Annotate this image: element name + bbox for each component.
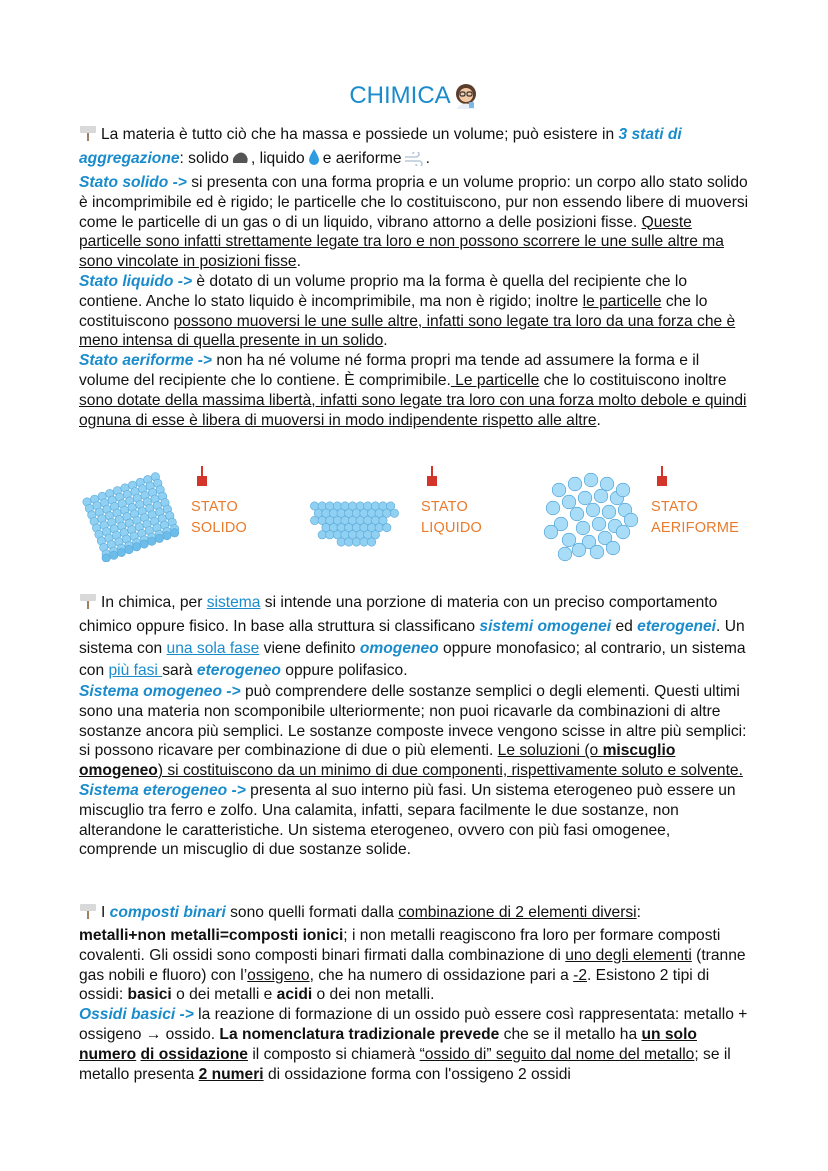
solid-paragraph: Stato solido -> si presenta con una forma propria e un volume proprio: un corpo allo stato solido è incomprimibile ed è rigido; le particelle che lo costituiscono, pur non essendo libere di muoversi come le particelle di un gas o di un liquido, vibrano attorno a delle posizioni fisse. Queste particelle sono infatti strettamente legate tra loro e non possono scorrere le une sulle altre ma sono vincolate in posizioni fisse. bbox=[79, 174, 749, 271]
binary-compounds-section bbox=[79, 902, 751, 1084]
intro-paragraph: La materia è tutto ciò che ha massa e possiede un volume; può esistere in 3 stati di aggregazione: solido , liquido e aeriforme . bbox=[79, 124, 751, 173]
particle bbox=[310, 516, 318, 524]
homogeneous-paragraph: Sistema omogeneo -> può comprendere delle sostanze semplici o degli elementi. Questi ultimi sono una materia non scomponibile ulteriormente; non puoi ricavarle da combinazioni di altre sostanze ancora più semplici. Le sostanze composte invece vengono scisse in altre più semplici: si possono ricavare per combinazione di due o più elementi. Le soluzioni (o miscuglio omogeneo) si costituiscono da un minimo di due componenti, rispettivamente soluto e solvente. bbox=[79, 683, 747, 780]
particle bbox=[572, 543, 586, 557]
particle bbox=[345, 538, 353, 546]
solid-particles-illustration bbox=[79, 462, 179, 562]
particle bbox=[148, 537, 156, 545]
state-liquid bbox=[309, 462, 509, 562]
particle bbox=[586, 503, 600, 517]
particle bbox=[546, 501, 560, 515]
particle bbox=[337, 538, 345, 546]
link-sistema[interactable]: sistema bbox=[206, 594, 261, 611]
particle bbox=[170, 529, 178, 537]
particle bbox=[383, 523, 391, 531]
particle bbox=[590, 545, 604, 559]
state-gas bbox=[539, 462, 759, 562]
particle bbox=[616, 483, 630, 497]
particle bbox=[140, 540, 148, 548]
particle bbox=[367, 538, 375, 546]
gas-paragraph: Stato aeriforme -> non ha né volume né forma propri ma tende ad assumere la forma e il volume del recipiente che lo contiene. È comprimibile. Le particelle che lo costituiscono inoltre sono dotate della massima libertà, infatti sono legate tra loro con una forza molto debole e quindi ognuna di esse è libera di muoversi in modo indipendente rispetto alle altre. bbox=[79, 352, 747, 429]
particle bbox=[544, 525, 558, 539]
droplet-icon bbox=[307, 148, 321, 173]
particle bbox=[360, 538, 368, 546]
particle bbox=[558, 547, 572, 561]
state-solid-label: STATO SOLIDO bbox=[191, 499, 247, 536]
particle bbox=[326, 531, 334, 539]
particle bbox=[102, 554, 110, 562]
particle bbox=[117, 548, 125, 556]
page-title: CHIMICA bbox=[0, 82, 828, 116]
systems-section bbox=[79, 592, 751, 860]
heterogeneous-paragraph: Sistema eterogeneo -> presenta al suo interno più fasi. Un sistema eterogeneo può essere un miscuglio tra ferro e zolfo. Una calamita, infatti, separa facilmente le due sostanze, non alterandone le caratteristiche. Un sistema eterogeneo, ovvero con più fasi omogenee, comprende un miscuglio di due sostanze solide. bbox=[79, 781, 736, 859]
link-piu-fasi[interactable]: più fasi bbox=[108, 662, 163, 679]
particle bbox=[110, 551, 118, 559]
particle bbox=[584, 473, 598, 487]
link-una-sola-fase[interactable]: una sola fase bbox=[166, 640, 260, 657]
liquid-paragraph: Stato liquido -> è dotato di un volume proprio ma la forma è quella del recipiente che lo contiene. Anche lo stato liquido è incomprimibile, ma non è rigido; inoltre le particelle che lo costituiscono possono muoversi le une sulle altre, infatti sono legate tra loro da una forza che è meno intensa di quella presente in un solido. bbox=[79, 272, 736, 350]
wind-icon bbox=[404, 151, 424, 173]
particle bbox=[576, 521, 590, 535]
thermometer-icon bbox=[196, 466, 208, 488]
particle bbox=[568, 477, 582, 491]
particle bbox=[163, 531, 171, 539]
systems-intro-paragraph: In chimica, per sistema si intende una porzione di materia con un preciso comportamento chimico oppure fisico. In base alla struttura si classificano sistemi omogenei ed eterogenei. Un sistema con una sola fase viene definito omogeneo oppure monofasico; al contrario, un sistema con più fasi sarà eterogeneo oppure polifasico. bbox=[79, 594, 746, 679]
particle bbox=[352, 538, 360, 546]
particle bbox=[616, 525, 630, 539]
binary-intro-paragraph: I composti binari sono quelli formati dalla combinazione di 2 elementi diversi: bbox=[79, 902, 751, 926]
particle bbox=[318, 531, 326, 539]
particle bbox=[562, 495, 576, 509]
rock-icon bbox=[231, 150, 249, 173]
particle bbox=[132, 543, 140, 551]
particle bbox=[624, 513, 638, 527]
particle bbox=[578, 491, 592, 505]
gas-particles-illustration bbox=[539, 462, 644, 562]
particle bbox=[125, 545, 133, 553]
thermometer-icon bbox=[426, 466, 438, 488]
state-liquid-label: STATO LIQUIDO bbox=[421, 499, 483, 536]
particle bbox=[592, 517, 606, 531]
particle bbox=[606, 541, 620, 555]
particle bbox=[602, 505, 616, 519]
pin-icon bbox=[79, 903, 97, 926]
states-illustration bbox=[79, 462, 759, 562]
particle bbox=[155, 534, 163, 542]
particle bbox=[562, 533, 576, 547]
particle bbox=[390, 509, 398, 517]
states-of-matter-section bbox=[79, 124, 751, 430]
pin-icon bbox=[79, 125, 97, 148]
particle bbox=[594, 489, 608, 503]
oxides-paragraph: metalli+non metalli=composti ionici; i non metalli reagiscono fra loro per formare composti covalenti. Gli ossidi sono composti binari firmati dalla combinazione di uno degli elementi (tranne gas nobili e fluoro) con l’ossigeno, che ha numero di ossidazione pari a -2. Esistono 2 tipi di ossidi: basici o dei metalli e acidi o dei non metalli. bbox=[79, 927, 746, 1004]
particle bbox=[570, 507, 584, 521]
state-solid bbox=[79, 462, 279, 562]
particle bbox=[600, 477, 614, 491]
state-gas-label: STATO AERIFORME bbox=[651, 499, 739, 536]
particle bbox=[552, 483, 566, 497]
pin-icon bbox=[79, 593, 97, 616]
basic-oxides-paragraph: Ossidi basici -> la reazione di formazione di un ossido può essere così rappresentata: metallo + ossigeno → ossido. La nomenclatura tradizionale prevede che se il metallo ha un solo numero di ossidazione il composto si chiamerà “ossido di” seguito dal nome del metallo; se il metallo presenta 2 numeri di ossidazione forma con l'ossigeno 2 ossidi bbox=[79, 1006, 748, 1083]
thermometer-icon bbox=[656, 466, 668, 488]
scientist-emoji-icon bbox=[453, 83, 479, 116]
liquid-particles-illustration bbox=[309, 462, 409, 562]
